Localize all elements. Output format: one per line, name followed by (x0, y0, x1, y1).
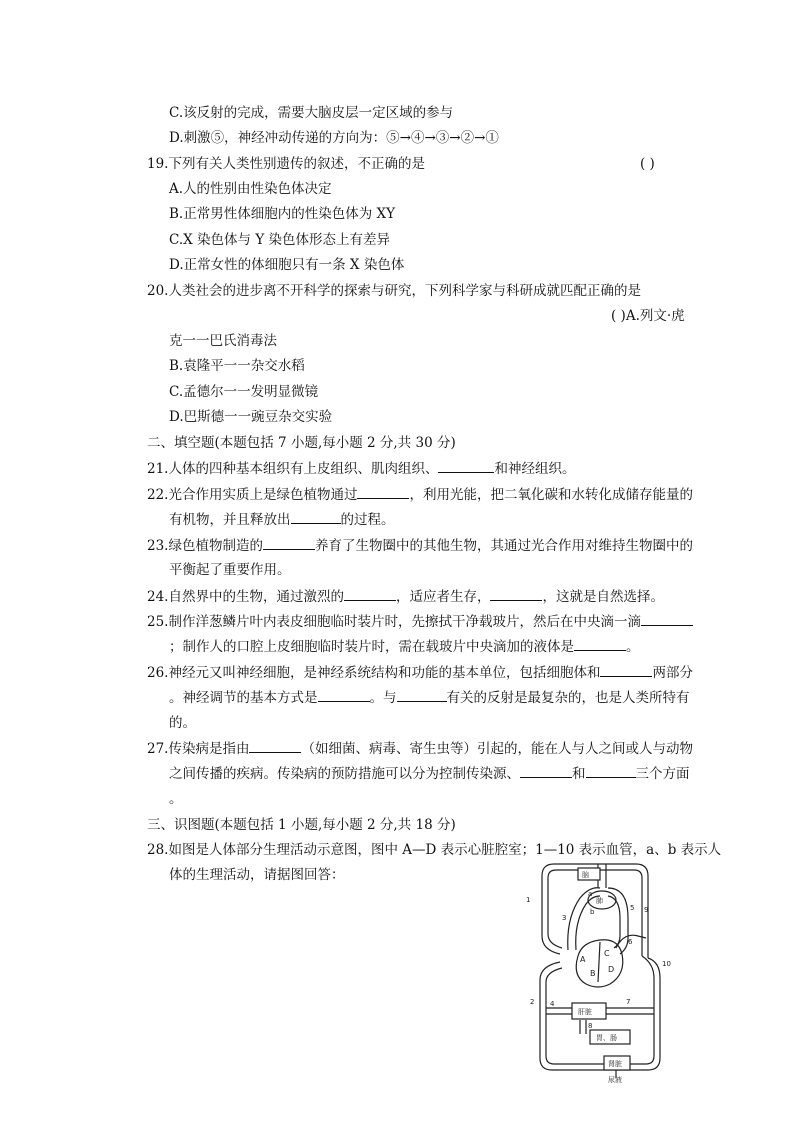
vessel-8 (580, 1020, 586, 1034)
label-stomach: 胃、肠 (596, 1034, 617, 1042)
section3-heading: 三、识图题(本题包括 1 小题,每小题 2 分,共 18 分) (147, 817, 456, 833)
q26-blank-3[interactable] (397, 688, 447, 702)
label-chamber-a: A (580, 955, 586, 964)
label-vessel-10: 10 (662, 960, 671, 968)
q27-text-4: 和 (572, 766, 586, 782)
q23-line2: 平衡起了重要作用。 (169, 562, 291, 578)
q25-line1 (147, 612, 693, 631)
q19-option-b: B.正常男性体细胞内的性染色体为 XY (169, 206, 396, 222)
q24-blank-1[interactable] (344, 587, 396, 601)
q23-line1 (147, 536, 693, 555)
label-chamber-b: B (590, 969, 596, 978)
q22-blank-2[interactable] (291, 510, 341, 524)
q27-blank-3[interactable] (586, 764, 636, 778)
label-vessel-9: 9 (644, 906, 649, 914)
q26-text-3: 。神经调节的基本方式是 (169, 690, 318, 706)
q20-option-c: C.孟德尔一一发明显微镜 (169, 384, 319, 400)
q24-blank-2[interactable] (490, 587, 542, 601)
q27-text-3: 之间传播的疾病。传染病的预防措施可以分为控制传染源、 (169, 766, 520, 782)
label-vessel-3: 3 (562, 914, 567, 922)
label-brain: 脑 (582, 871, 589, 879)
q21-text-1: 21.人体的四种基本组织有上皮组织、肌肉组织、 (147, 461, 439, 477)
q19-option-d: D.正常女性的体细胞只有一条 X 染色体 (169, 257, 405, 273)
label-activity-a: a (588, 890, 593, 898)
label-vessel-8: 8 (588, 1022, 593, 1030)
q19-answer-paren: ( ) (640, 156, 655, 172)
q27-line2 (169, 764, 690, 783)
q22-blank-1[interactable] (357, 485, 409, 499)
q25-text-2: ；制作人的口腔上皮细胞临时装片时，需在载玻片中央滴加的液体是 (169, 639, 574, 655)
label-vessel-5: 5 (630, 904, 635, 912)
q22-text-1: 22.光合作用实质上是绿色植物通过 (147, 487, 358, 503)
q27-line3: 。 (169, 791, 183, 807)
label-activity-b: b (590, 908, 595, 916)
label-liver: 肝脏 (578, 1008, 592, 1016)
q18-option-d: D.刺激⑤，神经冲动传递的方向为：⑤→④→③→②→① (169, 130, 499, 146)
q25-text-3: 。 (626, 639, 640, 655)
q18-option-c: C.该反射的完成，需要大脑皮层一定区域的参与 (169, 105, 454, 121)
q20-option-a-cont: 克一一巴氏消毒法 (169, 333, 277, 349)
vessel-4 (546, 1008, 572, 1014)
q22-line1 (147, 485, 693, 504)
vessel-7 (606, 1008, 654, 1014)
q28-line2: 体的生理活动，请据图回答： (169, 867, 345, 883)
q19-option-c: C.X 染色体与 Y 染色体形态上有差异 (169, 232, 391, 248)
q28-line1: 28.如图是人体部分生理活动示意图，图中 A—D 表示心脏腔室；1—10 表示血管，a、b 表示人 (147, 842, 722, 858)
q26-line1 (147, 663, 693, 682)
q22-text-3: 有机物，并且释放出 (169, 512, 291, 528)
q27-text-2: （如细菌、病毒、寄生虫等）引起的，能在人与人之间或人与动物 (301, 741, 693, 757)
q24-text-2: ，适应者生存， (395, 589, 491, 605)
q20-option-b: B.袁隆平一一杂交水稻 (169, 358, 305, 374)
q22-text-2: ，利用光能，把二氧化碳和水转化成储存能量的 (409, 487, 693, 503)
q19-option-a: A.人的性别由性染色体决定 (169, 181, 332, 197)
q20-paren-option-a: ( )A.列文·虎 (611, 308, 685, 324)
label-urine: 尿液 (608, 1076, 622, 1084)
label-kidney: 肾脏 (608, 1060, 622, 1068)
q24-text-3: ，这就是自然选择。 (542, 589, 664, 605)
q21-blank[interactable] (438, 459, 494, 473)
q25-blank-1[interactable] (641, 612, 693, 626)
q21 (147, 459, 575, 478)
q24 (147, 587, 664, 606)
q26-text-1: 26.神经元又叫神经细胞，是神经系统结构和功能的基本单位，包括细胞体和 (147, 665, 601, 681)
q26-text-2: 两部分 (652, 665, 693, 681)
q26-text-4: 。与 (369, 690, 397, 706)
label-vessel-4: 4 (550, 1000, 555, 1008)
vessel-1-inner (548, 878, 562, 948)
q19-stem: 19.下列有关人类性别遗传的叙述，不正确的是 (147, 156, 425, 172)
label-vessel-6: 6 (628, 938, 633, 946)
q22-text-4: 的过程。 (340, 512, 395, 528)
q23-blank[interactable] (263, 536, 315, 550)
label-vessel-7: 7 (626, 998, 631, 1006)
q26-line2 (169, 688, 690, 707)
section2-heading: 二、填空题(本题包括 7 小题,每小题 2 分,共 30 分) (147, 435, 456, 451)
q23-text-2: 养育了生物圈中的其他生物，其通过光合作用对维持生物圈中的 (314, 538, 693, 554)
q20-option-d: D.巴斯德一一豌豆杂交实验 (169, 409, 333, 425)
q22-line2 (169, 510, 395, 529)
q24-text-1: 24.自然界中的生物，通过激烈的 (147, 589, 344, 605)
q27-line1 (147, 739, 693, 758)
q26-line3: 的。 (169, 715, 196, 731)
q23-text-1: 23.绿色植物制造的 (147, 538, 263, 554)
q27-blank-2[interactable] (520, 764, 572, 778)
label-chamber-d: D (608, 965, 615, 974)
q25-text-1: 25.制作洋葱鳞片叶内表皮细胞临时装片时，先擦拭干净载玻片，然后在中央滴一滴 (147, 614, 641, 630)
label-lung: 肺 (596, 897, 603, 905)
q26-text-5: 有关的反射是最复杂的，也是人类所特有 (446, 690, 690, 706)
q27-text-5: 三个方面 (635, 766, 690, 782)
q25-line2 (169, 637, 640, 656)
circulation-diagram (520, 858, 670, 1083)
q27-blank-1[interactable] (249, 739, 301, 753)
q26-blank-2[interactable] (318, 688, 370, 702)
label-chamber-c: C (604, 949, 610, 958)
q27-text-1: 27.传染病是指由 (147, 741, 250, 757)
heart-septum (598, 942, 600, 982)
q21-text-2: 和神经组织。 (494, 461, 576, 477)
label-vessel-1: 1 (526, 896, 531, 904)
q25-blank-2[interactable] (574, 637, 626, 651)
q20-stem: 20.人类社会的进步离不开科学的探索与研究，下列科学家与科研成就匹配正确的是 (147, 283, 641, 299)
q26-blank-1[interactable] (600, 663, 652, 677)
label-vessel-2: 2 (530, 998, 535, 1006)
